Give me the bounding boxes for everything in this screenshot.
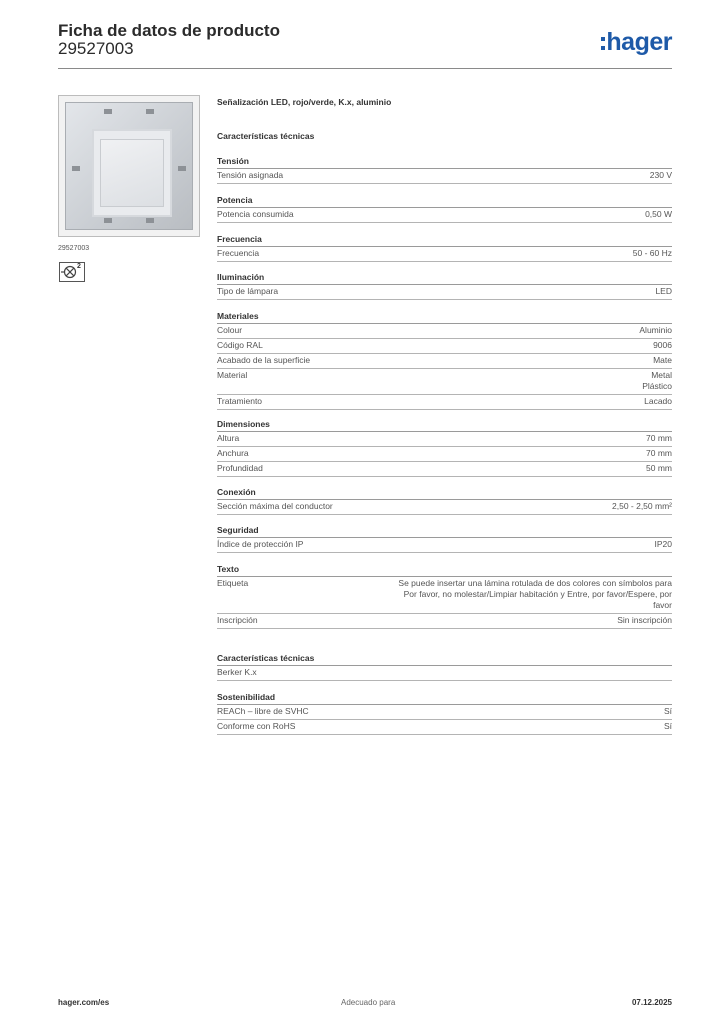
spec-value: Sí: [663, 721, 672, 731]
spec-label: Tratamiento: [217, 396, 263, 406]
spec-label: Berker K.x: [217, 667, 257, 677]
logo-text: hager: [606, 28, 672, 56]
spec-value: 70 mm: [646, 448, 672, 458]
section-caracteristicas: [217, 652, 672, 681]
spec-value: Aluminio: [639, 325, 672, 335]
spec-row: [217, 538, 672, 553]
section-texto: [217, 563, 672, 629]
spec-label: Tipo de lámpara: [217, 286, 279, 296]
section-title: Materiales: [217, 310, 672, 324]
spec-row: [217, 720, 672, 735]
logo-dots-icon: [601, 28, 605, 54]
spec-row: [217, 324, 672, 339]
section-title: Frecuencia: [217, 233, 672, 247]
section-iluminacion: [217, 271, 672, 300]
spec-label: Colour: [217, 325, 243, 335]
spec-value: 50 - 60 Hz: [632, 248, 672, 258]
section-title: Tensión: [217, 155, 672, 169]
spec-value: Sí: [663, 706, 672, 716]
section-tension: [217, 155, 672, 184]
section-title: Sostenibilidad: [217, 691, 672, 705]
spec-value-line: favor: [653, 600, 672, 610]
spec-label: Material: [217, 370, 248, 380]
spec-label: Altura: [217, 433, 240, 443]
spec-label: Potencia consumida: [217, 209, 294, 219]
spec-value: Mate: [653, 355, 672, 365]
spec-value: IP20: [654, 539, 672, 549]
section-seguridad: [217, 524, 672, 553]
spec-row: [217, 208, 672, 223]
spec-row: [217, 339, 672, 354]
spec-value: 50 mm: [646, 463, 672, 473]
section-dimensiones: [217, 418, 672, 477]
spec-label: Tensión asignada: [217, 170, 284, 180]
section-materiales: [217, 310, 672, 410]
spec-value: 0,50 W: [645, 209, 672, 219]
spec-row: [217, 169, 672, 184]
spec-value-line: Por favor, no molestar/Limpiar habitación y Entre, por favor/Espere, por: [403, 589, 672, 599]
spec-label: Frecuencia: [217, 248, 260, 258]
section-title: Dimensiones: [217, 418, 672, 432]
spec-label: Etiqueta: [217, 578, 249, 588]
hager-logo: [601, 28, 672, 57]
spec-label: Profundidad: [217, 463, 263, 473]
spec-label: Acabado de la superficie: [217, 355, 311, 365]
spec-row: [217, 447, 672, 462]
spec-label: Código RAL: [217, 340, 263, 350]
spec-value-line: Metal: [651, 370, 672, 380]
section-title: Texto: [217, 563, 672, 577]
section-conexion: [217, 486, 672, 515]
image-caption: 29527003: [58, 245, 90, 252]
spec-row: [217, 500, 672, 515]
spec-row: [217, 432, 672, 447]
spec-row: [217, 247, 672, 262]
product-name: Señalización LED, rojo/verde, K.x, aluminio: [217, 97, 392, 107]
section-sostenibilidad: [217, 691, 672, 735]
lamp-icon-count: 2: [77, 263, 81, 270]
section-title: Potencia: [217, 194, 672, 208]
spec-value-line: Plástico: [642, 381, 672, 391]
header-divider: [58, 68, 672, 69]
spec-value: 2,50 - 2,50 mm²: [612, 501, 672, 511]
spec-row: [217, 354, 672, 369]
spec-label: Inscripción: [217, 615, 258, 625]
product-image: [58, 95, 200, 237]
footer-suitable-for: Adecuado para: [341, 998, 396, 1007]
spec-label: Índice de protección IP: [217, 539, 304, 549]
section-title: Conexión: [217, 486, 672, 500]
product-code: 29527003: [58, 39, 134, 58]
spec-value: [642, 370, 672, 392]
spec-row: [217, 395, 672, 410]
led-lens: [100, 139, 164, 207]
section-frecuencia: [217, 233, 672, 262]
spec-value: 70 mm: [646, 433, 672, 443]
page-title: Ficha de datos de producto: [58, 21, 280, 40]
section-title: Características técnicas: [217, 652, 672, 666]
footer-date: 07.12.2025: [631, 998, 672, 1007]
spec-value: LED: [655, 286, 672, 296]
spec-value: [398, 578, 672, 611]
main-heading: Características técnicas: [217, 131, 315, 141]
spec-row: [217, 577, 672, 614]
section-title: Seguridad: [217, 524, 672, 538]
spec-value: 9006: [653, 340, 672, 350]
spec-value-line: Se puede insertar una lámina rotulada de dos colores con símbolos para: [398, 578, 672, 588]
spec-row: [217, 369, 672, 395]
spec-row: [217, 462, 672, 477]
spec-row: [217, 705, 672, 720]
spec-label: Anchura: [217, 448, 249, 458]
spec-value: 230 V: [649, 170, 672, 180]
spec-row: [217, 614, 672, 629]
spec-label: REACh – libre de SVHC: [217, 706, 309, 716]
footer-website: hager.com/es: [58, 998, 110, 1007]
spec-value: Sin inscripción: [617, 615, 672, 625]
section-title: Iluminación: [217, 271, 672, 285]
spec-row: [217, 666, 672, 681]
spec-row: [217, 285, 672, 300]
section-potencia: [217, 194, 672, 223]
spec-value: Lacado: [644, 396, 672, 406]
spec-label: Sección máxima del conductor: [217, 501, 333, 511]
spec-label: Conforme con RoHS: [217, 721, 296, 731]
cover-plate: [65, 102, 193, 230]
lamp-icon: [59, 262, 85, 282]
